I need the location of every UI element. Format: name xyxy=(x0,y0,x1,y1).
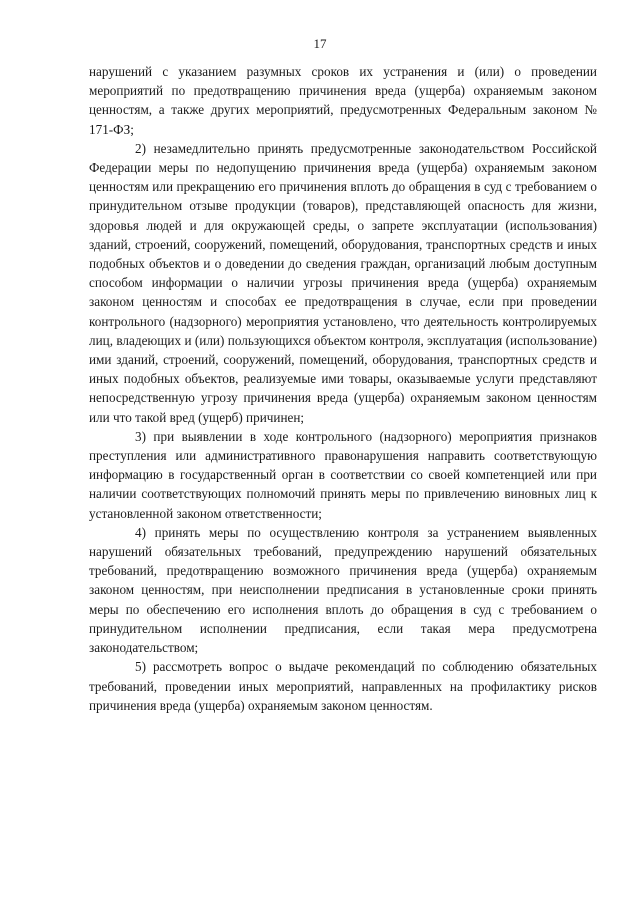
document-body xyxy=(89,62,597,715)
paragraph-item-2: 2) незамедлительно принять предусмотренные законодательством Российской Федерации меры по недопущению причинения вреда (ущерба) охраняемым законом ценностям или прекращению его причинения вплоть до обращения в суд с требованием о принудительном отзыве продукции (товаров), представляющей опасность для жизни, здоровья людей и для окружающей среды, о запрете эксплуатации (использования) зданий, строений, сооружений, помещений, оборудования, транспортных средств и иных подобных объектов и о доведении до сведения граждан, организаций любым доступным способом информации о наличии угрозы причинения вреда (ущерба) охраняемым законом ценностям и способах ее предотвращения в случае, если при проведении контрольного (надзорного) мероприятия установлено, что деятельность контролируемых лиц, владеющих и (или) пользующихся объектом контроля, эксплуатация (использование) ими зданий, строений, сооружений, помещений, оборудования, транспортных средств и иных подобных объектов, реализуемые ими товары, оказываемые услуги представляют непосредственную угрозу причинения вреда (ущерба) охраняемым законом ценностям или что такой вред (ущерб) причинен; xyxy=(89,140,597,425)
paragraph-item-4: 4) принять меры по осуществлению контроля за устранением выявленных нарушений обязательных требований, предупреждению нарушений обязательных требований, предотвращению возможного причинения вреда (ущерба) охраняемым законом ценностям, при неисполнении предписания в установленные сроки принять меры по обеспечению его исполнения вплоть до обращения в суд с требованием о принудительном исполнении предписания, если такая мера предусмотрена законодательством; xyxy=(89,524,597,656)
paragraph-item-3: 3) при выявлении в ходе контрольного (надзорного) мероприятия признаков преступления или административного правонарушения направить соответствующую информацию в государственный орган в соответствии со своей компетенцией или при наличии соответствующих полномочий принять меры по привлечению виновных лиц к установленной законом ответственности; xyxy=(89,428,597,521)
page-number: 17 xyxy=(313,36,327,51)
paragraph-continuation: нарушений с указанием разумных сроков их устранения и (или) о проведении мероприятий по предотвращению причинения вреда (ущерба) охраняемым законом ценностям, а также других мероприятий, предусмотренных Федеральным законом № 171-ФЗ; xyxy=(89,64,597,137)
paragraph-item-5: 5) рассмотреть вопрос о выдаче рекомендаций по соблюдению обязательных требований, проведении иных мероприятий, направленных на профилактику рисков причинения вреда (ущерба) охраняемым законом ценностям. xyxy=(89,659,597,713)
